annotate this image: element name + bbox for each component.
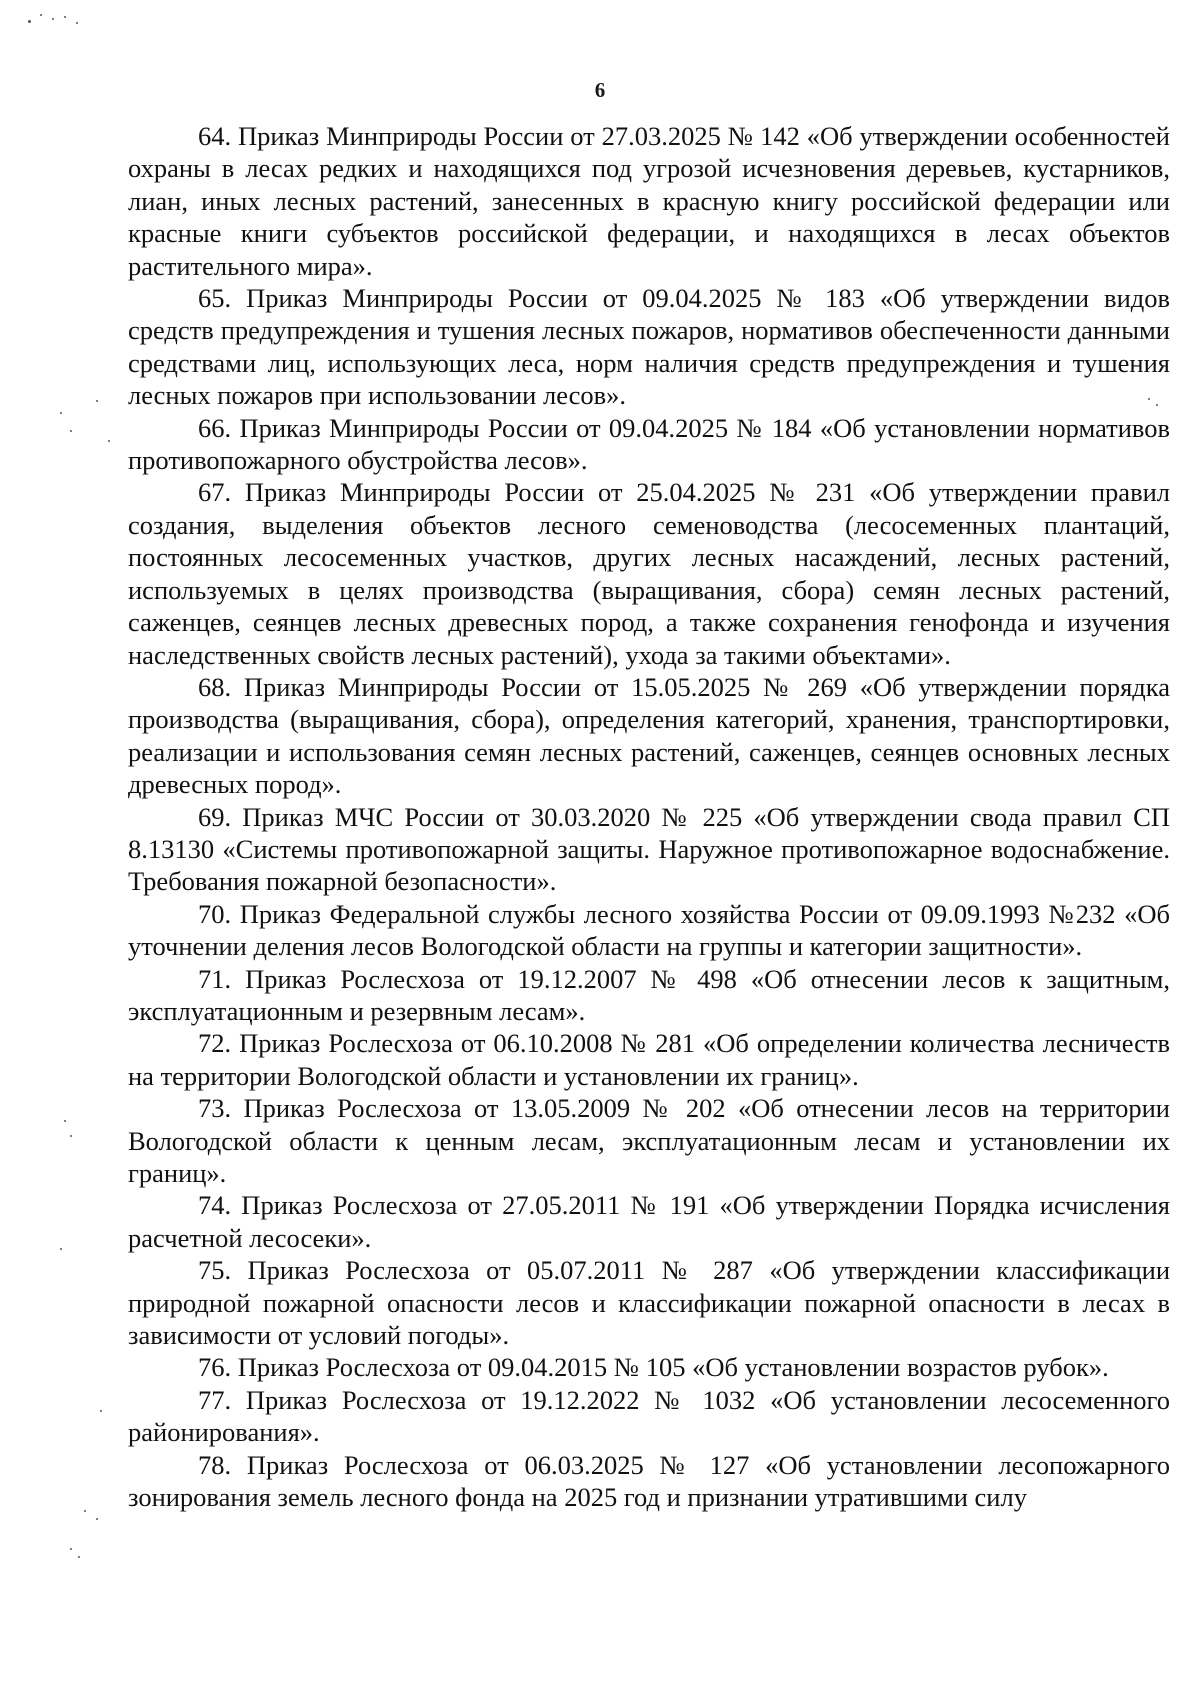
list-item: 76. Приказ Рослесхоза от 09.04.2015 № 105 «Об установлении возрастов рубок». bbox=[198, 1352, 1109, 1383]
list-item: 71. Приказ Рослесхоза от 19.12.2007 № 498 «Об отнесении лесов к защитным, эксплуатационным и резервным лесам». bbox=[128, 963, 1170, 1026]
scan-speck bbox=[70, 430, 72, 432]
scan-speck bbox=[76, 22, 78, 24]
scan-speck bbox=[28, 20, 31, 23]
scan-speck bbox=[84, 1510, 86, 1512]
scan-speck bbox=[108, 440, 110, 442]
list-item: 78. Приказ Рослесхоза от 06.03.2025 № 127 «Об установлении лесопожарного зонирования земель лесного фонда на 2025 год и признании утратившими силу bbox=[128, 1449, 1170, 1513]
list-item: 68. Приказ Минприроды России от 15.05.2025 № 269 «Об утверждении порядка производства (выращивания, сбора), определения категорий, хранения, транспортировки, реализации и использования семян лесных растений, саженцев, сеянцев основных лесных древесных пород». bbox=[128, 671, 1170, 800]
list-item: 70. Приказ Федеральной службы лесного хозяйства России от 09.09.1993 №232 «Об уточнении деления лесов Вологодской области на группы и категории защитности». bbox=[128, 898, 1170, 962]
list-item: 64. Приказ Минприроды России от 27.03.2025 № 142 «Об утверждении особенностей охраны в лесах редких и находящихся под угрозой исчезновения деревьев, кустарников, лиан, иных лесных растений, занесенных в красную книгу российской федерации или красные книги субъектов российской федерации, и находящихся в лесах объектов растительного мира». bbox=[128, 121, 1170, 281]
list-item: 72. Приказ Рослесхоза от 06.10.2008 № 281 «Об определении количества лесничеств на территории Вологодской области и установлении их границ». bbox=[128, 1028, 1170, 1091]
document-body bbox=[128, 120, 1170, 1513]
list-item: 73. Приказ Рослесхоза от 13.05.2009 № 202 «Об отнесении лесов на территории Вологодской области к ценным лесам, эксплуатационным лесам и установлении их границ». bbox=[128, 1093, 1170, 1188]
list-item: 66. Приказ Минприроды России от 09.04.2025 № 184 «Об установлении нормативов противопожарного обустройства лесов». bbox=[128, 412, 1170, 476]
list-item: 74. Приказ Рослесхоза от 27.05.2011 № 191 «Об утверждении Порядка исчисления расчетной лесосеки». bbox=[128, 1190, 1170, 1253]
list-item: 69. Приказ МЧС России от 30.03.2020 № 225 «Об утверждении свода правил СП 8.13130 «Системы противопожарной защиты. Наружное противопожарное водоснабжение. Требования пожарной безопасности». bbox=[128, 801, 1170, 897]
scan-speck bbox=[78, 1556, 80, 1558]
scan-speck bbox=[70, 1548, 72, 1550]
scan-speck bbox=[96, 1518, 98, 1520]
list-item: 67. Приказ Минприроды России от 25.04.2025 № 231 «Об утверждении правил создания, выделения объектов лесного семеноводства (лесосеменных плантаций, постоянных лесосеменных участков, других лесных насаждений, лесных растений, используемых в целях производства (выращивания, сбора) семян лесных растений, саженцев, сеянцев лесных древесных пород, а также сохранения генофонда и изучения наследственных свойств лесных растений), ухода за такими объектами». bbox=[128, 477, 1170, 670]
scan-speck bbox=[60, 412, 62, 414]
scan-speck bbox=[100, 1410, 102, 1412]
scan-speck bbox=[64, 16, 66, 18]
list-item: 77. Приказ Рослесхоза от 19.12.2022 № 1032 «Об установлении лесосеменного районирования». bbox=[128, 1384, 1170, 1448]
scan-speck bbox=[60, 1248, 62, 1250]
page-number: 6 bbox=[594, 78, 606, 102]
list-item: 75. Приказ Рослесхоза от 05.07.2011 № 287 «Об утверждении классификации природной пожарной опасности лесов и классификации пожарной опасности в лесах в зависимости от условий погоды». bbox=[128, 1255, 1170, 1351]
scan-speck bbox=[52, 18, 54, 20]
list-item: 65. Приказ Минприроды России от 09.04.2025 № 183 «Об утверждении видов средств предупреждения и тушения лесных пожаров, нормативов обеспеченности данными средствами лиц, использующих леса, норм наличия средств предупреждения и тушения лесных пожаров при использовании лесов». bbox=[128, 283, 1170, 411]
scan-speck bbox=[70, 1135, 72, 1137]
scan-speck bbox=[64, 1120, 66, 1122]
scan-speck bbox=[40, 14, 42, 16]
scan-speck bbox=[96, 400, 98, 402]
